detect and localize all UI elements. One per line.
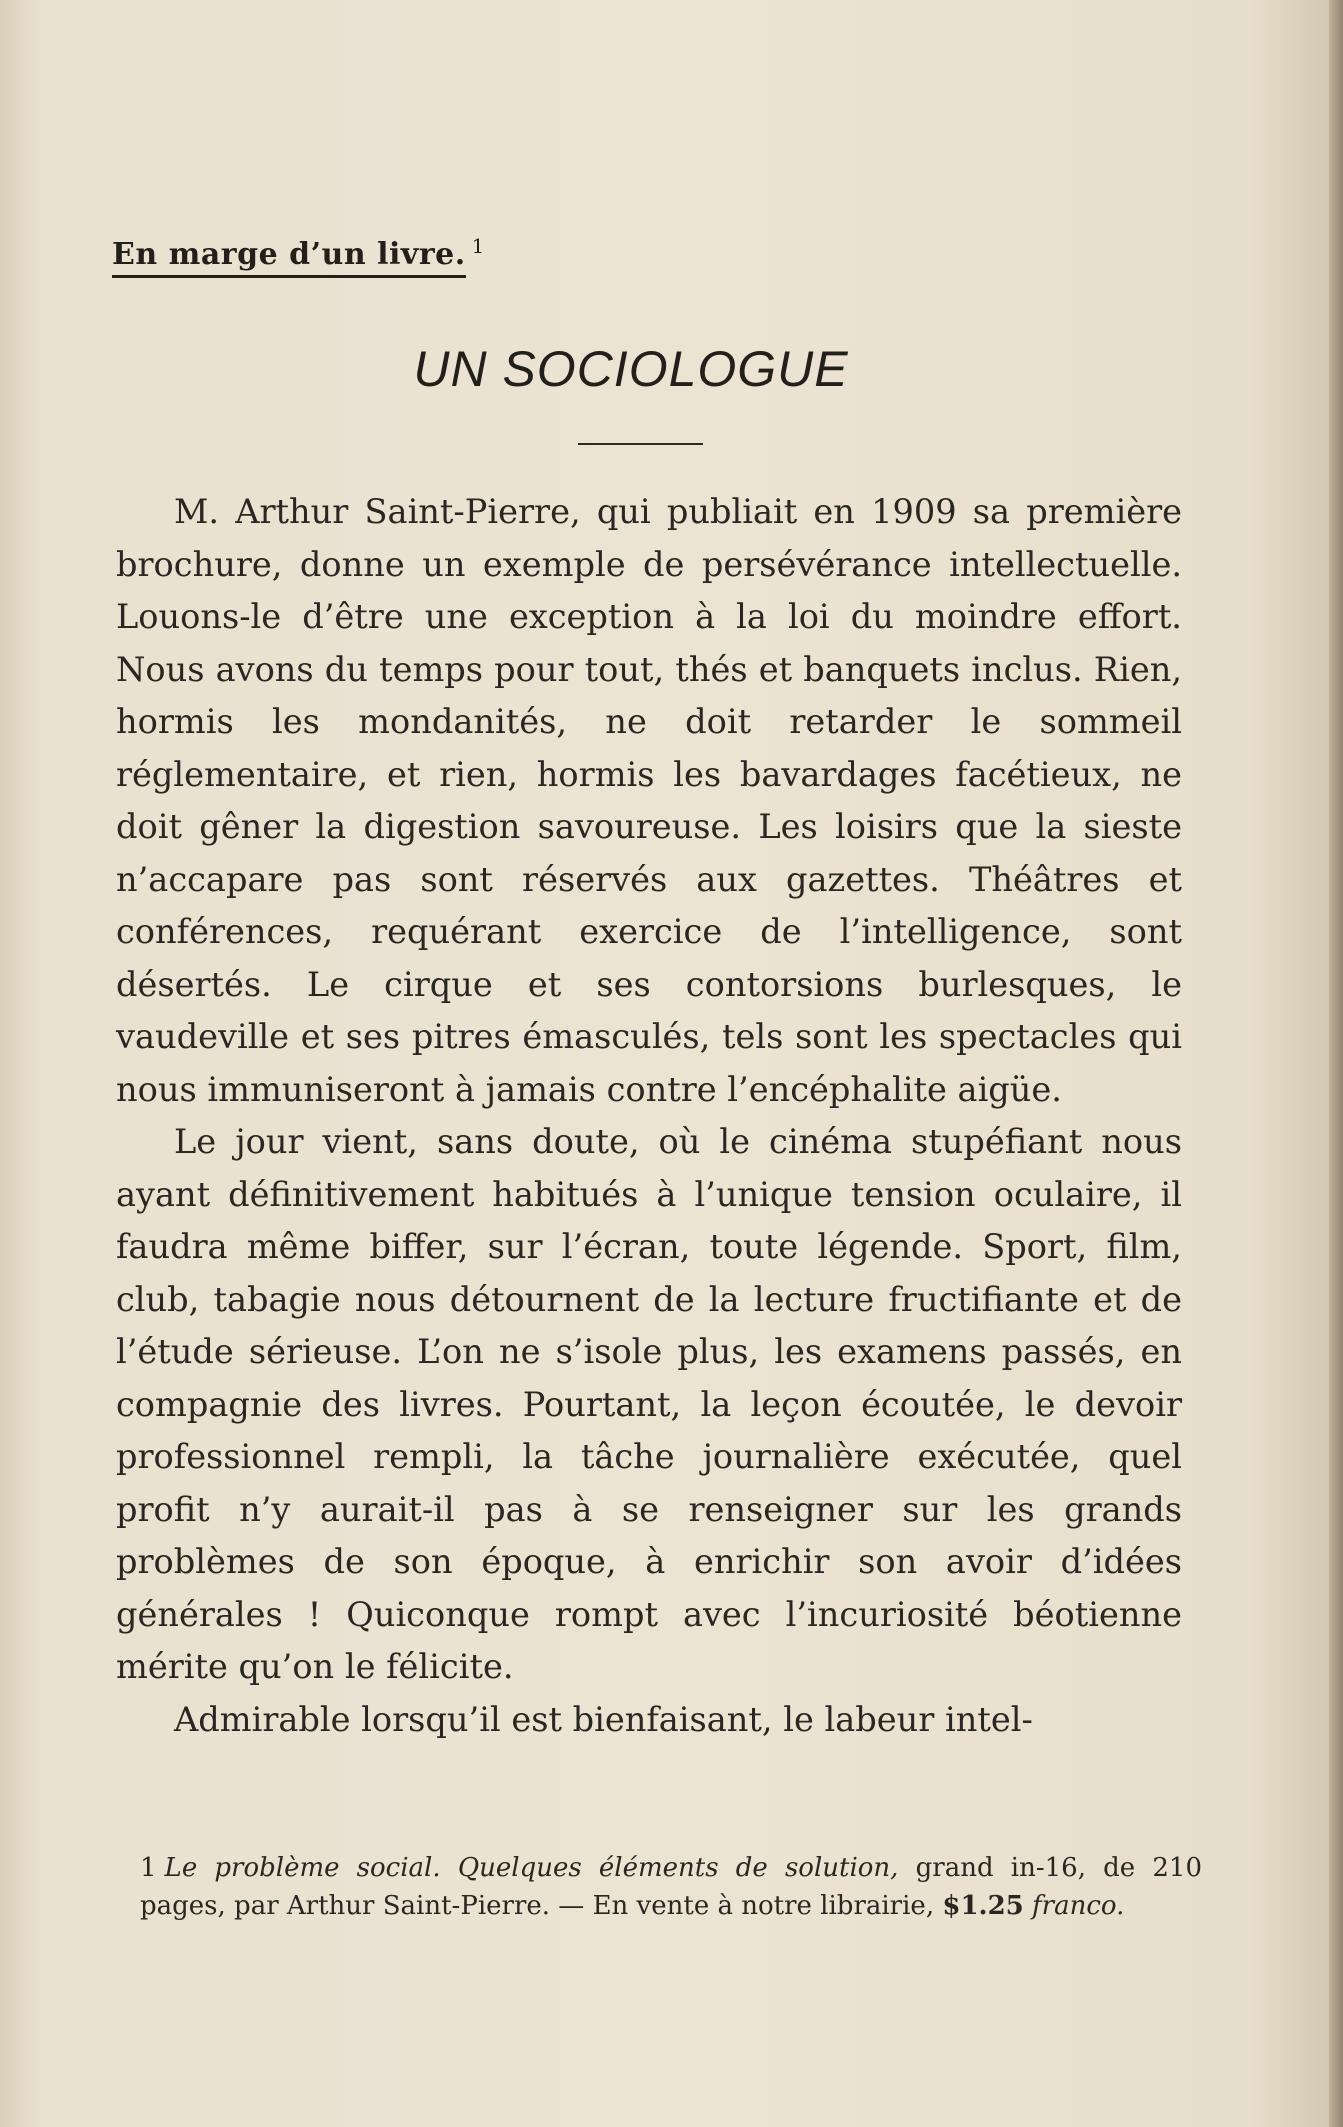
section-heading-text: En marge d’un livre. <box>112 237 466 278</box>
section-heading-footnote-ref: 1 <box>471 234 485 258</box>
section-heading <box>112 234 485 272</box>
article-body <box>116 486 1182 1746</box>
article-title: UN SOCIOLOGUE <box>413 341 849 397</box>
footnote-number: 1 <box>140 1853 157 1883</box>
paragraph: Le jour vient, sans doute, où le cinéma stupéfiant nous ayant définitivement habitués à l’unique tension oculaire, il faudra même biffer, sur l’écran, toute légende. Sport, film, club, tabagie nous détournent de la lecture fructifiante et de l’étude sérieuse. L’on ne s’isole plus, les examens passés, en compagnie des livres. Pourtant, la leçon écoutée, le devoir professionnel rempli, la tâche journalière exécutée, quel profit n’y aurait-il pas à se renseigner sur les grands problèmes de son époque, à enrichir son avoir d’idées générales ! Quiconque rompt avec l’incuriosité béotienne mérite qu’on le félicite. <box>116 1122 1182 1686</box>
footnote-text: grand in-16, de 210 pages, par Arthur Saint-Pierre. — En vente à notre librairie, <box>140 1853 1202 1921</box>
footnote-price: $1.25 <box>942 1891 1024 1921</box>
footnote-price-note: franco. <box>1032 1891 1125 1921</box>
footnote-book-title: Le problème social. Quelques éléments de solution, <box>164 1853 899 1883</box>
page-edge-shadow <box>1329 0 1343 2127</box>
paragraph: Admirable lorsqu’il est bienfaisant, le labeur intel- <box>174 1699 1033 1739</box>
title-divider <box>578 443 703 445</box>
footnote <box>140 1849 1202 1925</box>
paragraph: M. Arthur Saint-Pierre, qui publiait en 1909 sa première brochure, donne un exemple de persévérance intellectuelle. Louons-le d’être une exception à la loi du moindre effort. Nous avons du temps pour tout, thés et banquets inclus. Rien, hormis les mondanités, ne doit retarder le sommeil réglementaire, et rien, hormis les bavardages facétieux, ne doit gêner la digestion savoureuse. Les loisirs que la sieste n’accapare pas sont réservés aux gazettes. Théâtres et conférences, requérant exercice de l’intelligence, sont désertés. Le cirque et ses contorsions burlesques, le vaudeville et ses pitres émasculés, tels sont les spectacles qui nous immuniseront à jamais contre l’encéphalite aigüe. <box>116 492 1182 1109</box>
